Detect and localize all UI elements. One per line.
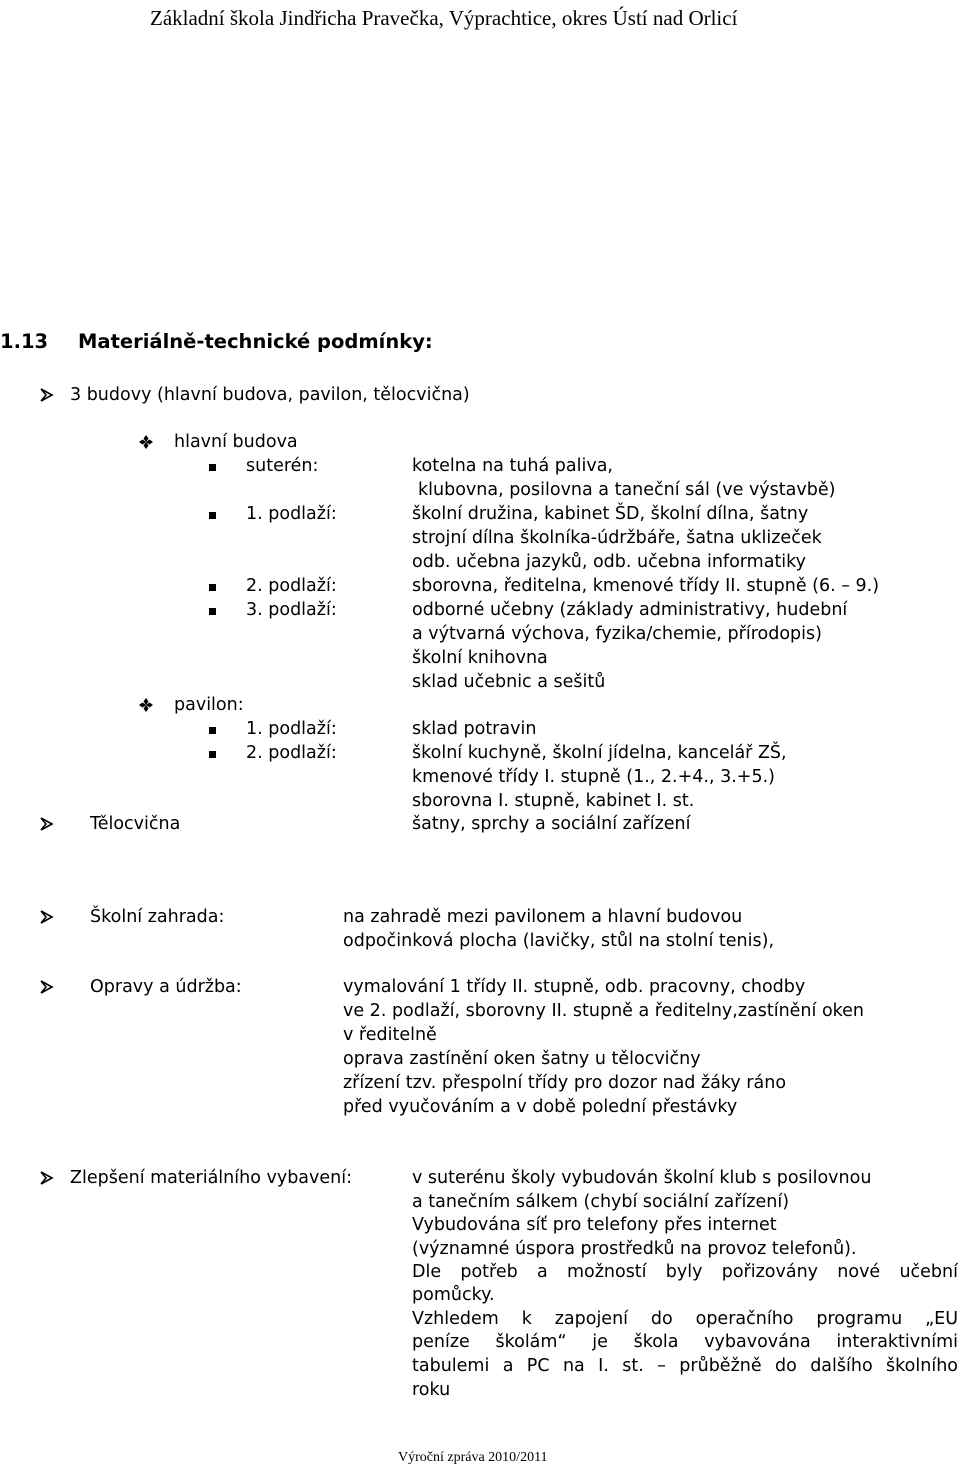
floor1-line-2: strojní dílna školníka-údržbáře, šatna uklizeček	[412, 528, 822, 548]
gym-label: Tělocvična	[90, 814, 181, 834]
square-bullet-icon	[209, 608, 216, 615]
buildings-summary: 3 budovy (hlavní budova, pavilon, tělocvična)	[70, 385, 470, 405]
pavilion-floor1-line-1: sklad potravin	[412, 719, 537, 739]
repairs-line-4: oprava zastínění oken šatny u tělocvičny	[343, 1049, 701, 1069]
repairs-line-5: zřízení tzv. přespolní třídy pro dozor nad žáky ráno	[343, 1073, 787, 1093]
garden-line-2: odpočinková plocha (lavičky, stůl na stolní tenis),	[343, 931, 775, 951]
floor1-line-3: odb. učebna jazyků, odb. učebna informatiky	[412, 552, 807, 572]
pavilion-floor2-label: 2. podlaží:	[246, 743, 337, 763]
floor3-line-1: odborné učebny (základy administrativy, hudební	[412, 600, 848, 620]
basement-line-1: kotelna na tuhá paliva,	[412, 456, 613, 476]
floor3-line-3: školní knihovna	[412, 648, 548, 668]
floor3-label: 3. podlaží:	[246, 600, 337, 620]
floor3-line-2: a výtvarná výchova, fyzika/chemie, přírodopis)	[412, 624, 822, 644]
improvements-line-2: a tanečním sálkem (chybí sociální zařízení)	[412, 1192, 790, 1212]
square-bullet-icon	[209, 727, 216, 734]
floor2-line-1: sborovna, ředitelna, kmenové třídy II. stupně (6. – 9.)	[412, 576, 880, 596]
pavilion-title: pavilon:	[174, 695, 244, 715]
floor3-line-4: sklad učebnic a sešitů	[412, 672, 606, 692]
arrow-bullet-icon	[38, 387, 54, 403]
garden-label: Školní zahrada:	[90, 907, 225, 927]
square-bullet-icon	[209, 584, 216, 591]
arrow-bullet-icon	[38, 909, 54, 925]
pavilion-floor2-line-3: sborovna I. stupně, kabinet I. st.	[412, 791, 695, 811]
repairs-label: Opravy a údržba:	[90, 977, 242, 997]
pavilion-floor2-line-1: školní kuchyně, školní jídelna, kancelář ZŠ,	[412, 743, 787, 763]
improvements-line-6: pomůcky.	[412, 1285, 495, 1305]
basement-line-2: klubovna, posilovna a taneční sál (ve výstavbě)	[418, 480, 836, 500]
garden-line-1: na zahradě mezi pavilonem a hlavní budovou	[343, 907, 743, 927]
page-footer: Výroční zpráva 2010/2011	[398, 1450, 548, 1465]
floor1-line-1: školní družina, kabinet ŠD, školní dílna, šatny	[412, 504, 809, 524]
improvements-line-9: tabulemi a PC na I. st. – průběžně do dalšího školního	[412, 1356, 958, 1376]
floor1-label: 1. podlaží:	[246, 504, 337, 524]
gym-text: šatny, sprchy a sociální zařízení	[412, 814, 691, 834]
pavilion-floor1-label: 1. podlaží:	[246, 719, 337, 739]
repairs-line-6: před vyučováním a v době polední přestávky	[343, 1097, 738, 1117]
improvements-line-10: roku	[412, 1380, 451, 1400]
improvements-line-7: Vzhledem k zapojení do operačního programu „EU	[412, 1309, 958, 1329]
section-title: Materiálně-technické podmínky:	[78, 330, 433, 353]
arrow-bullet-icon	[38, 816, 54, 832]
improvements-line-4: (významné úspora prostředků na provoz telefonů).	[412, 1239, 857, 1259]
improvements-line-8: peníze školám“ je škola vybavována interaktivními	[412, 1332, 958, 1352]
improvements-line-5: Dle potřeb a možností byly pořizovány nové učební	[412, 1262, 958, 1282]
basement-label: suterén:	[246, 456, 319, 476]
floor2-label: 2. podlaží:	[246, 576, 337, 596]
improvements-label: Zlepšení materiálního vybavení:	[70, 1168, 352, 1188]
diamond-bullet-icon	[138, 697, 154, 713]
diamond-bullet-icon	[138, 434, 154, 450]
square-bullet-icon	[209, 512, 216, 519]
improvements-line-3: Vybudována síť pro telefony přes internet	[412, 1215, 777, 1235]
repairs-line-3: v ředitelně	[343, 1025, 437, 1045]
square-bullet-icon	[209, 464, 216, 471]
pavilion-floor2-line-2: kmenové třídy I. stupně (1., 2.+4., 3.+5.)	[412, 767, 775, 787]
page-header: Základní škola Jindřicha Pravečka, Výprachtice, okres Ústí nad Orlicí	[150, 6, 738, 30]
repairs-line-1: vymalování 1 třídy II. stupně, odb. pracovny, chodby	[343, 977, 806, 997]
main-building-title: hlavní budova	[174, 432, 298, 452]
square-bullet-icon	[209, 751, 216, 758]
arrow-bullet-icon	[38, 1170, 54, 1186]
improvements-line-1: v suterénu školy vybudován školní klub s posilovnou	[412, 1168, 872, 1188]
section-number: 1.13	[0, 330, 49, 353]
repairs-line-2: ve 2. podlaží, sborovny II. stupně a ředitelny,zastínění oken	[343, 1001, 865, 1021]
arrow-bullet-icon	[38, 979, 54, 995]
